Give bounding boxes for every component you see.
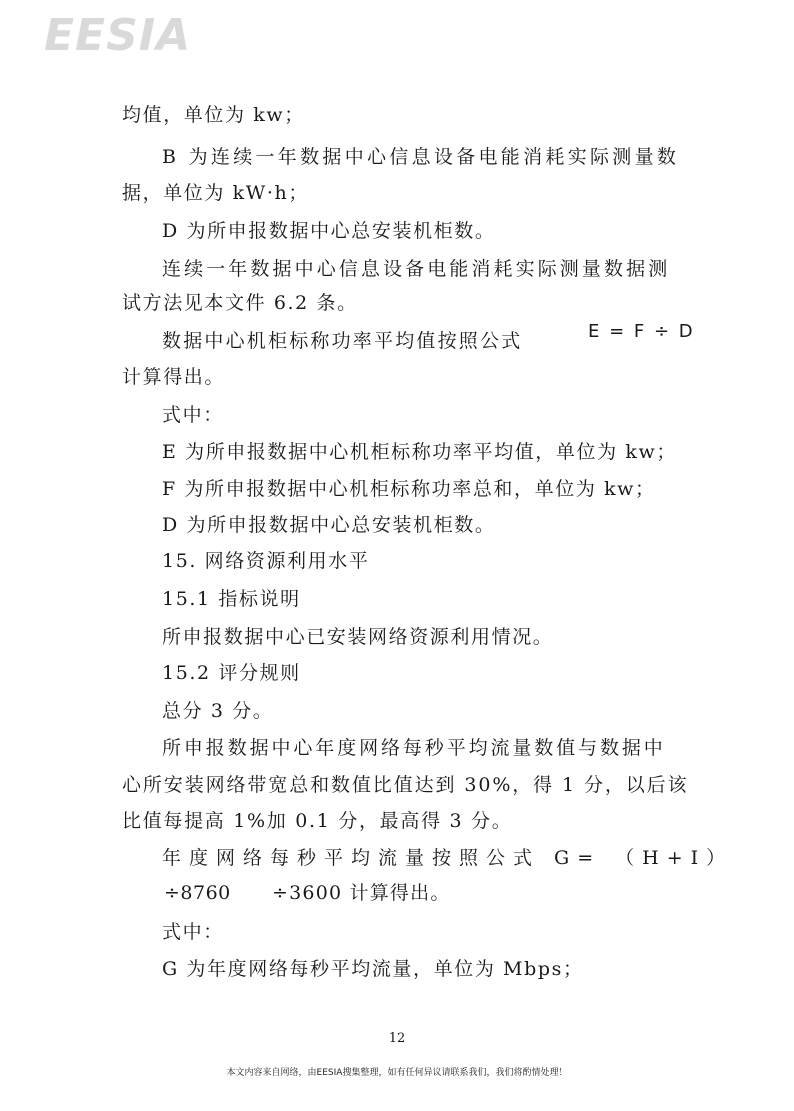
body-line: D 为所申报数据中心总安装机柜数。 [162, 220, 496, 242]
body-line: 计算得出。 [122, 366, 226, 388]
formula-fragment: ÷3600 计算得出。 [272, 882, 451, 904]
body-line: 比值每提高 1%加 0.1 分，最高得 3 分。 [122, 810, 513, 832]
body-line: 均值，单位为 kw； [122, 104, 305, 126]
body-line: 年度网络每秒平均流量按照公式 G= （H+I） [162, 847, 734, 869]
subsection-heading: 15.1 指标说明 [162, 588, 301, 610]
subsection-heading: 15.2 评分规则 [162, 662, 301, 684]
body-line: 式中： [162, 921, 224, 943]
body-line: E 为所申报数据中心机柜标称功率平均值，单位为 kw； [162, 441, 677, 463]
body-line: F 为所申报数据中心机柜标称功率总和，单位为 kw； [162, 478, 656, 500]
eesia-logo: EESIA [44, 10, 192, 61]
body-line: 所申报数据中心已安装网络资源利用情况。 [162, 626, 554, 648]
body-line: G 为年度网络每秒平均流量，单位为 Mbps； [162, 958, 584, 980]
footer-disclaimer: 本文内容来自网络，由EESIA搜集整理，如有任何异议请联系我们，我们将酌情处理！ [226, 1068, 568, 1078]
body-line: 式中： [162, 404, 224, 426]
page-number: 12 [388, 1031, 406, 1046]
body-line: 心所安装网络带宽总和数值比值达到 30%，得 1 分，以后该 [122, 774, 689, 796]
body-line: 连续一年数据中心信息设备电能消耗实际测量数据测 [162, 258, 671, 280]
formula-fragment: ÷8760 [164, 882, 231, 904]
body-line: 据，单位为 kW·h； [122, 182, 309, 204]
formula-e-equals-f-div-d: E = F ÷ D [588, 321, 695, 342]
body-line: B 为连续一年数据中心信息设备电能消耗实际测量数 [162, 146, 680, 168]
body-line: 所申报数据中心年度网络每秒平均流量数值与数据中 [162, 737, 666, 759]
body-line: 数据中心机柜标称功率平均值按照公式 [162, 330, 523, 352]
body-line: 试方法见本文件 6.2 条。 [122, 292, 358, 314]
body-line: D 为所申报数据中心总安装机柜数。 [162, 514, 496, 536]
section-heading: 15. 网络资源利用水平 [162, 550, 370, 572]
body-line: 总分 3 分。 [162, 700, 274, 722]
